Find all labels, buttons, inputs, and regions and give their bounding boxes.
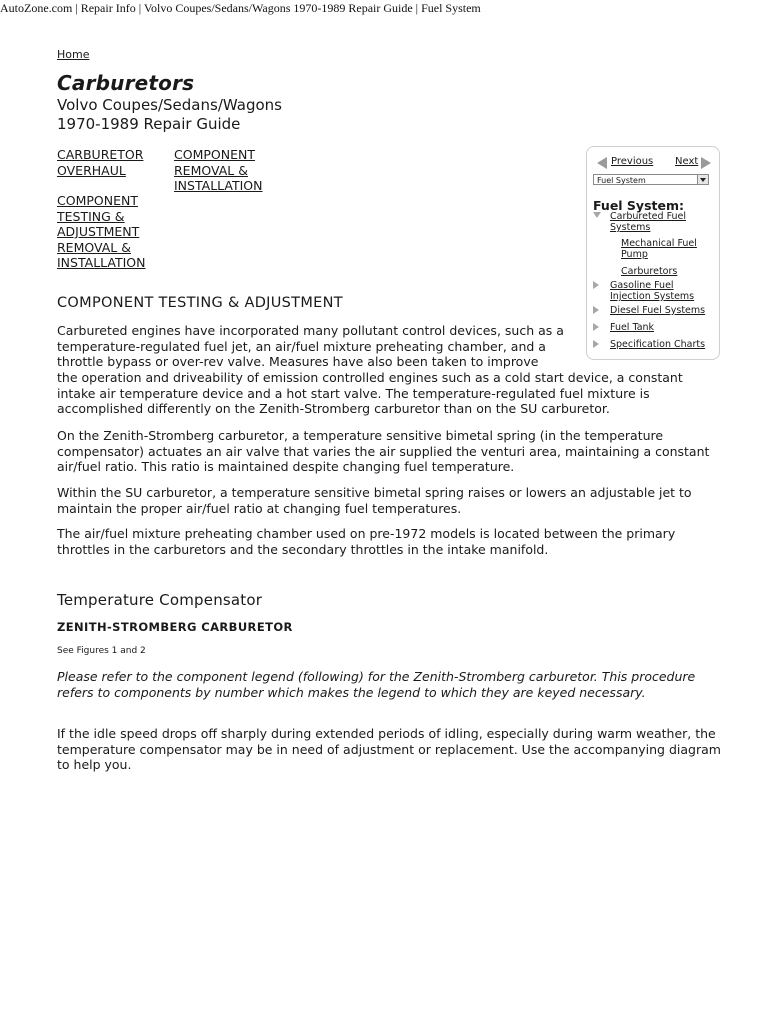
nav-item-label[interactable]: Specification Charts [610,339,706,350]
right-triangle-icon [593,281,599,289]
next-arrow-icon[interactable] [701,157,711,169]
paragraph-3: Within the SU carburetor, a temperature sensitive bimetal spring raises or lowers an adjustable jet to maintain the proper air/fuel ratio at changing fuel temperatures. [57,485,692,516]
paragraph-5: Please refer to the component legend (following) for the Zenith-Stromberg carburetor. This procedure refers to components by number which makes the legend to which they are keyed necessary. [57,669,696,700]
paragraph-2: On the Zenith-Stromberg carburetor, a temperature sensitive bimetal spring (in the temperature compensator) actuates an air valve that varies the air supplied the venturi area, maintaining a constant air/fuel ratio. This ratio is maintained despite changing fuel temperature. [57,428,710,474]
paragraph-4: The air/fuel mixture preheating chamber used on pre-1972 models is located between the primary throttles in the carburetors and the secondary throttles in the intake manifold. [57,526,676,557]
chapter-select[interactable] [593,174,709,185]
page-title: Carburetors [57,71,195,95]
nav-item-label[interactable]: Carbureted Fuel Systems [610,211,687,233]
right-triangle-icon [593,306,599,314]
right-triangle-icon [593,340,599,348]
section-heading: COMPONENT TESTING & ADJUSTMENT [57,295,343,311]
prev-next-row [595,155,713,169]
guide-navigation-box [586,146,720,360]
down-triangle-icon [593,212,601,218]
home-link[interactable]: Home [57,48,90,61]
page-header-title: AutoZone.com | Repair Info | Volvo Coupes/Sedans/Wagons 1970-1989 Repair Guide | Fuel System [0,1,481,15]
nav-heading: Fuel System: [593,198,684,213]
nav-item-label[interactable]: Diesel Fuel Systems [610,305,706,316]
subsubsection-heading: ZENITH-STROMBERG CARBURETOR [57,620,293,634]
nav-item-label[interactable]: Mechanical Fuel Pump [621,238,697,260]
previous-link[interactable]: Previous [611,156,654,167]
nav-item-label[interactable]: Carburetors [621,266,678,277]
next-link[interactable]: Next [675,156,699,167]
paragraph-6: If the idle speed drops off sharply during extended periods of idling, especially during warm weather, the temperature compensator may be in need of adjustment or replacement. Use the accompanying diagram to help you. [57,726,721,772]
subtitle-line-1: Volvo Coupes/Sedans/Wagons [57,96,282,114]
paragraph-1-part-1: Carbureted engines have incorporated many pollutant control devices, such as a temperature-regulated fuel jet, an air/fuel mixture preheating chamber, and a throttle bypass or over-rev valve. Measures have also been taken to improve [57,323,564,369]
paragraph-1-part-2: the operation and driveability of emission controlled engines such as a cold start device, a constant intake air temperature device and a hot start valve. The temperature-regulated fuel mixture is accomplished differently on the Zenith-Stromberg carburetor than on the SU carburetor. [57,370,683,416]
chevron-down-icon[interactable] [697,175,708,184]
carburetor-overhaul-link[interactable]: CARBURETOR OVERHAUL [57,147,144,178]
page-subtitle [57,96,282,134]
see-figures-note: See Figures 1 and 2 [57,646,146,656]
nav-item-label[interactable]: Gasoline Fuel Injection Systems [610,280,695,302]
subtitle-line-2: 1970-1989 Repair Guide [57,115,241,133]
right-triangle-icon [593,323,599,331]
nav-item-label[interactable]: Fuel Tank [610,322,655,333]
previous-arrow-icon[interactable] [597,157,607,169]
chapter-select-value: Fuel System [597,176,646,185]
component-removal-installation-link[interactable]: COMPONENT REMOVAL & INSTALLATION [174,147,263,193]
subsection-heading: Temperature Compensator [57,591,263,609]
component-testing-adjustment-link[interactable]: COMPONENT TESTING & ADJUSTMENT REMOVAL & INSTALLATION [57,193,146,270]
